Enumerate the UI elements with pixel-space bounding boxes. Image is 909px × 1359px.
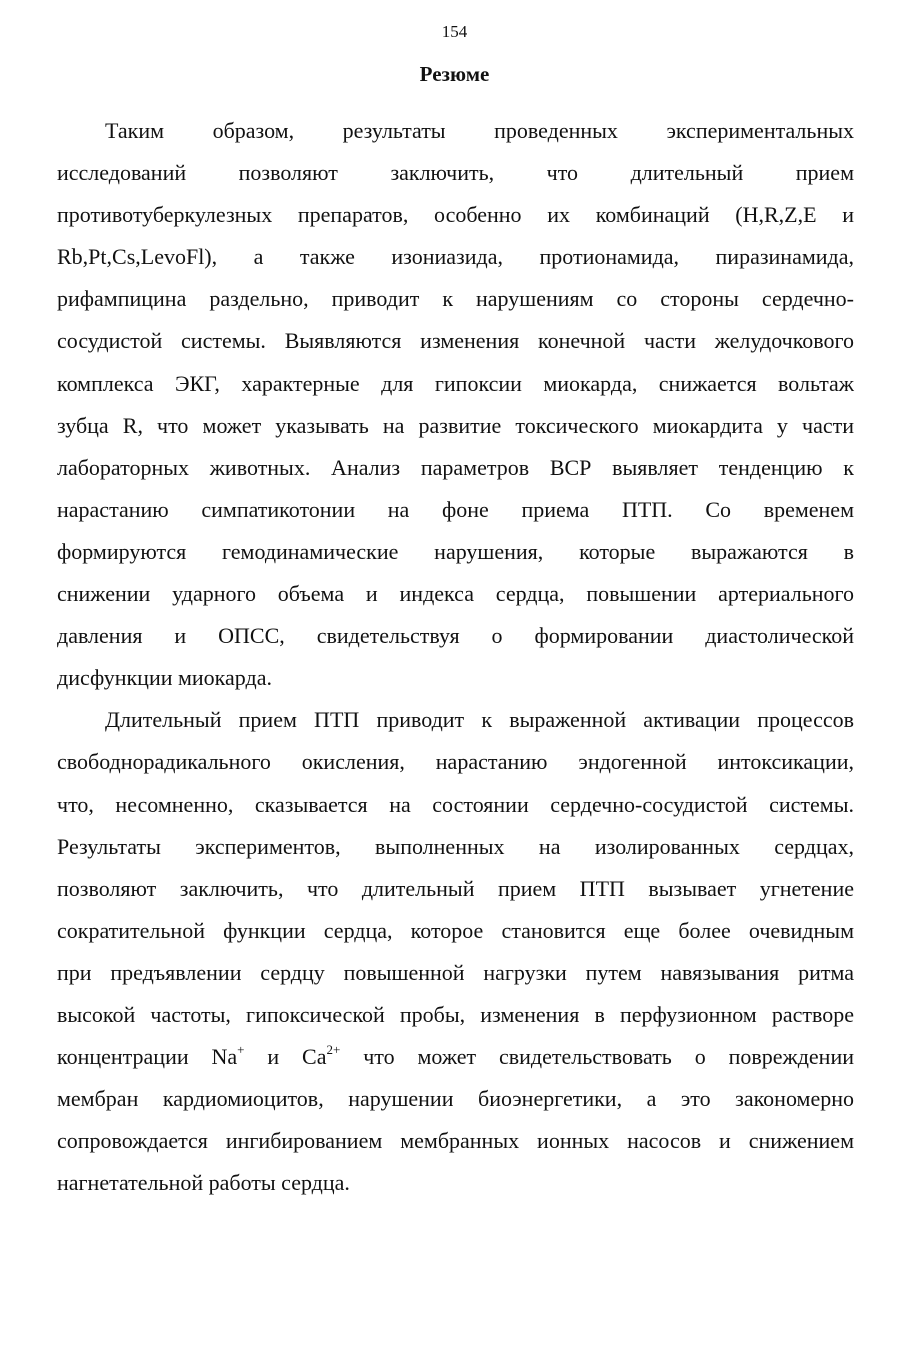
text-line: рифампицина раздельно, приводит к нарушениям со стороны сердечно- (57, 286, 854, 312)
ion-line-conjunction: и (267, 1044, 280, 1070)
text-line: формируются гемодинамические нарушения, которые выражаются в (57, 538, 854, 564)
calcium-charge: 2+ (326, 1042, 341, 1058)
text-line: Таким образом, результаты проведенных экспериментальных (105, 118, 854, 143)
text-line: что, несомненно, сказывается на состоянии сердечно-сосудистой системы. (57, 791, 854, 817)
text-line: Rb,Pt,Cs,LevoFl), а также изониазида, протионамида, пиразинамида, (57, 244, 854, 270)
text-line: сократительной функции сердца, которое становится еще более очевидным (57, 917, 854, 943)
text-line: Длительный прием ПТП приводит к выраженной активации процессов (105, 707, 854, 733)
ion-line-suffix: что может свидетельствовать о повреждении (363, 1044, 854, 1070)
text-line: сопровождается ингибированием мембранных ионных насосов и снижением (57, 1128, 854, 1154)
text-line: противотуберкулезных препаратов, особенно их комбинаций (H,R,Z,E и (57, 202, 854, 228)
text-line: нагнетательной работы сердца. (57, 1170, 350, 1196)
sodium-charge: + (237, 1042, 245, 1058)
sodium-ion: Na+ (211, 1042, 245, 1070)
text-line: позволяют заключить, что длительный прием ПТП вызывает угнетение (57, 875, 854, 901)
text-line: снижении ударного объема и индекса сердца, повышении артериального (57, 581, 854, 607)
text-line: исследований позволяют заключить, что длительный прием (57, 160, 854, 186)
text-line: сосудистой системы. Выявляются изменения конечной части желудочкового (57, 328, 854, 354)
calcium-ion: $Ca^{2+}$ (302, 1042, 341, 1070)
text-line: давления и ОПСС, свидетельствуя о формировании диастолической (57, 623, 854, 649)
ion-line-prefix: концентрации (57, 1044, 189, 1070)
page-number: 154 (441, 22, 468, 41)
text-line: свободнорадикального окисления, нарастанию эндогенной интоксикации, (57, 749, 854, 775)
text-line: при предъявлении сердцу повышенной нагрузки путем навязывания ритма (57, 959, 854, 985)
section-heading: Резюме (419, 62, 490, 86)
ion-concentration-line (57, 1041, 854, 1083)
text-line: высокой частоты, гипоксической пробы, изменения в перфузионном растворе (57, 1001, 854, 1027)
body-text (57, 115, 854, 1209)
text-line: дисфункции миокарда. (57, 665, 272, 691)
text-line: Результаты экспериментов, выполненных на изолированных сердцах, (57, 833, 854, 859)
text-line: нарастанию симпатикотонии на фоне приема ПТП. Со временем (57, 496, 854, 522)
text-line: комплекса ЭКГ, характерные для гипоксии миокарда, снижается вольтаж (57, 370, 854, 396)
text-line: зубца R, что может указывать на развитие токсического миокардита у части (57, 412, 854, 438)
text-line: мембран кардиомиоцитов, нарушении биоэнергетики, а это закономерно (57, 1086, 854, 1112)
paragraph-2 (57, 704, 854, 1209)
paragraph-1 (57, 115, 854, 704)
text-line: лабораторных животных. Анализ параметров ВСР выявляет тенденцию к (57, 454, 854, 480)
